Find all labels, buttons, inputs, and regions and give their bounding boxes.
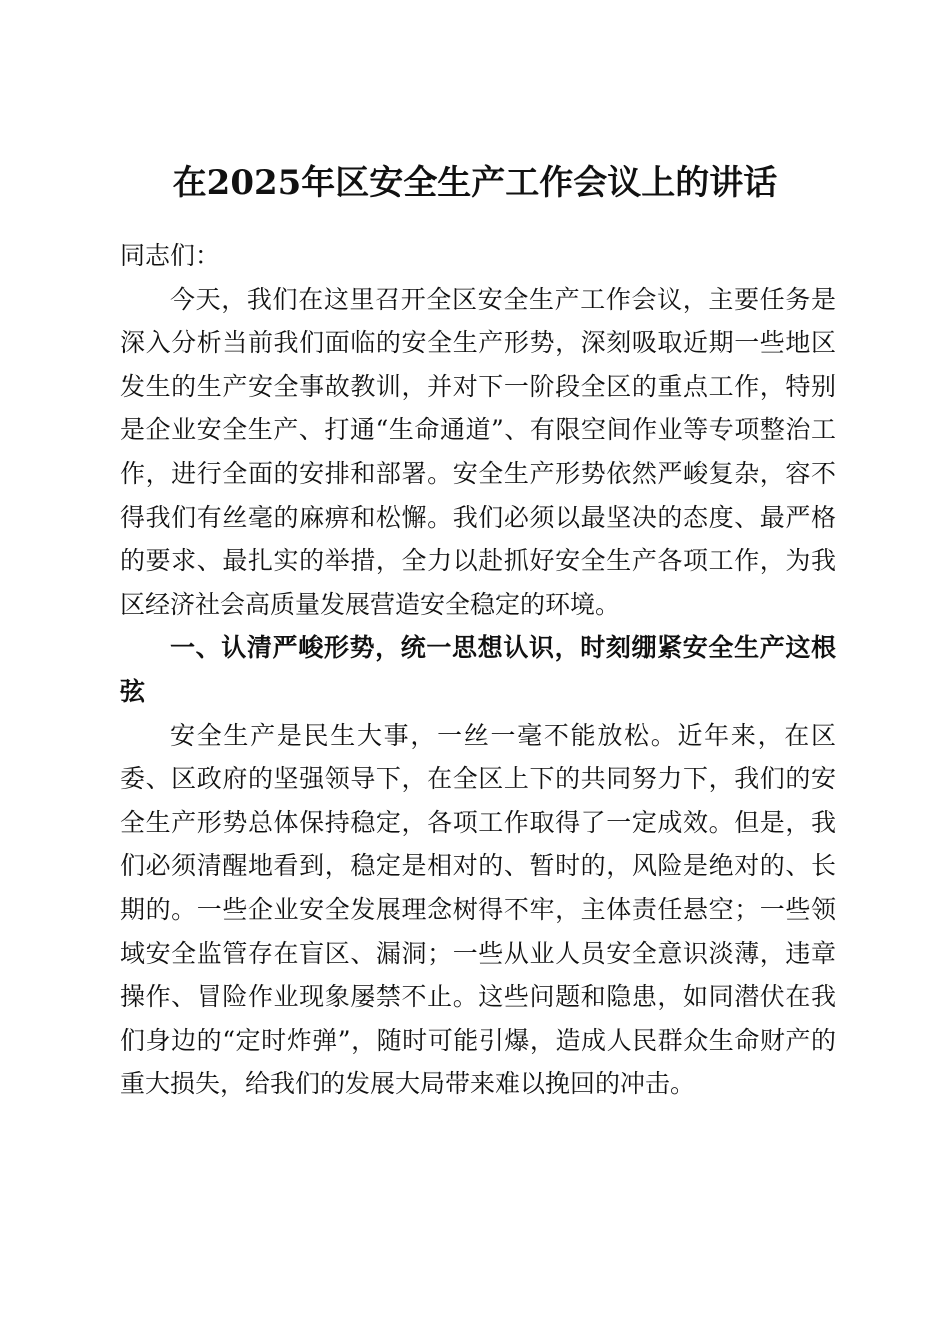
- document-title: 在2025年区安全生产工作会议上的讲话: [172, 162, 778, 203]
- section-paragraph: 安全生产是民生大事，一丝一毫不能放松。近年来，在区委、区政府的坚强领导下，在全区上下的共同努力下，我们的安全生产形势总体保持稳定，各项工作取得了一定成效。但是，我们必须清醒地看到，稳定是相对的、暂时的，风险是绝对的、长期的。一些企业安全发展理念树得不牢，主体责任悬空；一些领域安全监管存在盲区、漏洞；一些从业人员安全意识淡薄，违章操作、冒险作业现象屡禁不止。这些问题和隐患，如同潜伏在我们身边的“定时炸弹”，随时可能引爆，造成人民群众生命财产的重大损失，给我们的发展大局带来难以挽回的冲击。: [120, 720, 836, 1099]
- salutation: 同志们：: [120, 241, 221, 270]
- document-body: [120, 234, 836, 1106]
- intro-paragraph: 今天，我们在这里召开全区安全生产工作会议，主要任务是深入分析当前我们面临的安全生产形势，深刻吸取近期一些地区发生的生产安全事故教训，并对下一阶段全区的重点工作，特别是企业安全生产、打通“生命通道”、有限空间作业等专项整治工作，进行全面的安排和部署。安全生产形势依然严峻复杂，容不得我们有丝毫的麻痹和松懈。我们必须以最坚决的态度、最严格的要求、最扎实的举措，全力以赴抓好安全生产各项工作，为我区经济社会高质量发展营造安全稳定的环境。: [120, 284, 836, 619]
- section-heading: 一、认清严峻形势，统一思想认识，时刻绷紧安全生产这根弦: [120, 633, 836, 706]
